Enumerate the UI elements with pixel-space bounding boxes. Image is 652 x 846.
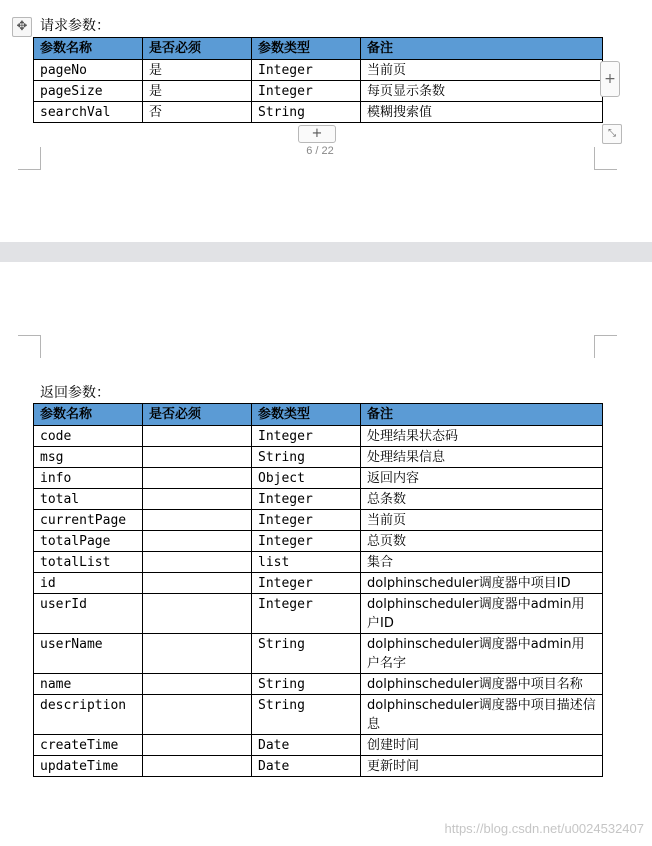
remark-cell[interactable]: 总条数 [361,489,603,510]
header-remark: 备注 [361,38,603,60]
required-cell[interactable] [143,756,252,777]
page-separator [0,242,652,262]
table-row[interactable] [34,447,603,468]
remark-cell[interactable]: 返回内容 [361,468,603,489]
remark-cell[interactable]: dolphinscheduler调度器中admin用户ID [361,594,603,634]
remark-cell[interactable]: 当前页 [361,60,603,81]
table-row[interactable] [34,489,603,510]
add-row-plus-icon[interactable]: + [298,125,336,143]
table-row[interactable] [34,735,603,756]
param-type-cell[interactable]: Date [252,735,361,756]
required-cell[interactable] [143,634,252,674]
required-cell[interactable] [143,552,252,573]
remark-cell[interactable]: 模糊搜索值 [361,102,603,123]
param-type-cell[interactable]: String [252,634,361,674]
param-name-cell[interactable]: totalPage [34,531,143,552]
param-type-cell[interactable]: Integer [252,60,361,81]
required-cell[interactable] [143,447,252,468]
required-cell[interactable] [143,573,252,594]
param-name-cell[interactable]: info [34,468,143,489]
param-type-cell[interactable]: Integer [252,489,361,510]
param-name-cell[interactable]: name [34,674,143,695]
header-param-type: 参数类型 [252,38,361,60]
param-type-cell[interactable]: String [252,695,361,735]
param-name-cell[interactable]: id [34,573,143,594]
param-type-cell[interactable]: list [252,552,361,573]
param-type-cell[interactable]: Integer [252,81,361,102]
remark-cell[interactable]: 处理结果信息 [361,447,603,468]
param-type-cell[interactable]: Integer [252,426,361,447]
required-cell[interactable] [143,695,252,735]
table-move-handle-icon[interactable]: ✥ [12,17,32,37]
param-name-cell[interactable]: currentPage [34,510,143,531]
remark-cell[interactable]: 更新时间 [361,756,603,777]
required-cell[interactable] [143,531,252,552]
table-header-row [34,404,603,426]
required-cell[interactable] [143,426,252,447]
table-row[interactable] [34,674,603,695]
required-cell[interactable]: 否 [143,102,252,123]
param-name-cell[interactable]: pageNo [34,60,143,81]
remark-cell[interactable]: 创建时间 [361,735,603,756]
required-cell[interactable] [143,468,252,489]
table-row[interactable] [34,552,603,573]
param-name-cell[interactable]: description [34,695,143,735]
remark-cell[interactable]: dolphinscheduler调度器中项目ID [361,573,603,594]
param-name-cell[interactable]: createTime [34,735,143,756]
param-name-cell[interactable]: total [34,489,143,510]
header-param-type: 参数类型 [252,404,361,426]
param-type-cell[interactable]: Integer [252,573,361,594]
add-column-plus-icon[interactable]: + [600,61,620,97]
header-param-name: 参数名称 [34,404,143,426]
remark-cell[interactable]: 总页数 [361,531,603,552]
header-param-name: 参数名称 [34,38,143,60]
param-type-cell[interactable]: String [252,102,361,123]
remark-cell[interactable]: 当前页 [361,510,603,531]
required-cell[interactable]: 是 [143,60,252,81]
table-row[interactable] [34,756,603,777]
param-name-cell[interactable]: code [34,426,143,447]
required-cell[interactable] [143,510,252,531]
document-page-7 [0,262,652,846]
table-row[interactable] [34,102,603,123]
table-header-row [34,38,603,60]
page-corner-marker [18,335,41,358]
param-type-cell[interactable]: Date [252,756,361,777]
required-cell[interactable] [143,735,252,756]
page-indicator: 6 / 22 [306,145,334,157]
table-row[interactable] [34,426,603,447]
header-required: 是否必须 [143,38,252,60]
table-resize-icon[interactable]: ⤡ [602,124,622,144]
param-type-cell[interactable]: Object [252,468,361,489]
page-corner-marker [18,147,41,170]
required-cell[interactable] [143,594,252,634]
param-name-cell[interactable]: searchVal [34,102,143,123]
table-row[interactable] [34,468,603,489]
remark-cell[interactable]: dolphinscheduler调度器中项目描述信息 [361,695,603,735]
request-params-table [33,37,603,123]
table-row[interactable] [34,695,603,735]
document-page-6 [0,0,652,242]
remark-cell[interactable]: 集合 [361,552,603,573]
param-type-cell[interactable]: String [252,447,361,468]
remark-cell[interactable]: 处理结果状态码 [361,426,603,447]
table-row[interactable] [34,510,603,531]
required-cell[interactable] [143,674,252,695]
page-corner-marker [594,335,617,358]
param-name-cell[interactable]: msg [34,447,143,468]
param-name-cell[interactable]: totalList [34,552,143,573]
table-row[interactable] [34,531,603,552]
param-type-cell[interactable]: Integer [252,594,361,634]
required-cell[interactable]: 是 [143,81,252,102]
request-params-title: 请求参数： [40,18,110,34]
param-type-cell[interactable]: String [252,674,361,695]
required-cell[interactable] [143,489,252,510]
watermark: https://blog.csdn.net/u0024532407 [444,821,644,836]
table-row[interactable] [34,634,603,674]
param-name-cell[interactable]: updateTime [34,756,143,777]
response-params-title: 返回参数： [40,385,110,401]
param-name-cell[interactable]: pageSize [34,81,143,102]
table-row[interactable] [34,81,603,102]
param-name-cell[interactable]: userName [34,634,143,674]
response-params-table [33,403,603,777]
param-type-cell[interactable]: Integer [252,510,361,531]
page-corner-marker [594,147,617,170]
remark-cell[interactable]: dolphinscheduler调度器中项目名称 [361,674,603,695]
table-row[interactable] [34,594,603,634]
header-remark: 备注 [361,404,603,426]
table-row[interactable] [34,60,603,81]
header-required: 是否必须 [143,404,252,426]
param-name-cell[interactable]: userId [34,594,143,634]
remark-cell[interactable]: 每页显示条数 [361,81,603,102]
remark-cell[interactable]: dolphinscheduler调度器中admin用户名字 [361,634,603,674]
param-type-cell[interactable]: Integer [252,531,361,552]
table-row[interactable] [34,573,603,594]
